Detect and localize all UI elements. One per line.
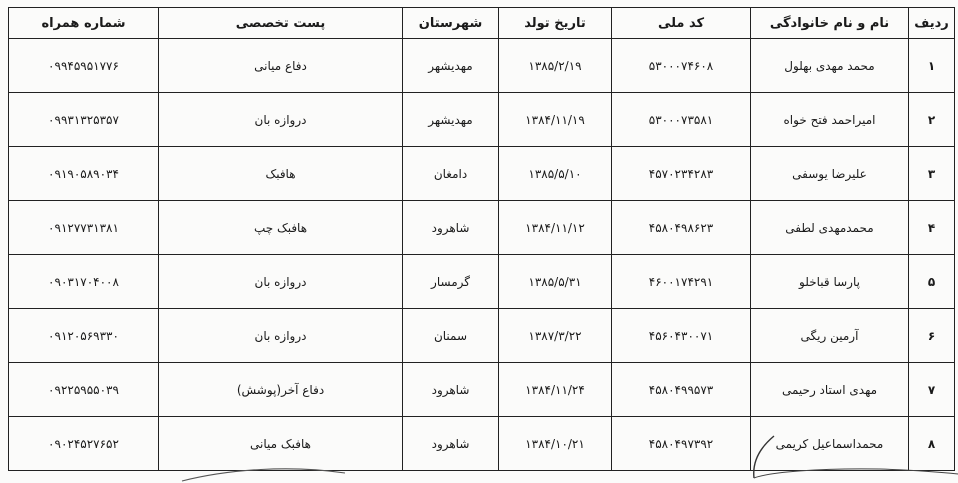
header-phone: شماره همراه [9, 8, 159, 39]
cell-national-code: ۴۵۷۰۲۳۴۲۸۳ [612, 147, 751, 201]
table-row [9, 363, 955, 417]
table-row [9, 309, 955, 363]
table-row [9, 417, 955, 471]
cell-phone: ۰۹۰۳۱۷۰۴۰۰۸ [9, 255, 159, 309]
cell-full-name: امیراحمد فتح خواه [751, 93, 909, 147]
cell-full-name: علیرضا یوسفی [751, 147, 909, 201]
cell-birth-date: ۱۳۸۴/۱۱/۱۲ [499, 201, 612, 255]
cell-national-code: ۵۳۰۰۰۷۴۶۰۸ [612, 39, 751, 93]
table-row [9, 147, 955, 201]
cell-full-name: محمداسماعیل کریمی [751, 417, 909, 471]
table-row [9, 201, 955, 255]
cell-position: دفاع میانی [159, 39, 403, 93]
header-position: پست تخصصی [159, 8, 403, 39]
cell-position: دروازه بان [159, 255, 403, 309]
cell-row-number: ۵ [909, 255, 955, 309]
cell-position: هافبک چپ [159, 201, 403, 255]
player-roster-table [8, 7, 955, 471]
cell-row-number: ۴ [909, 201, 955, 255]
cell-city: مهدیشهر [403, 39, 499, 93]
cell-full-name: آرمین ریگی [751, 309, 909, 363]
cell-birth-date: ۱۳۸۷/۳/۲۲ [499, 309, 612, 363]
cell-city: دامغان [403, 147, 499, 201]
cell-phone: ۰۹۱۹۰۵۸۹۰۳۴ [9, 147, 159, 201]
cell-birth-date: ۱۳۸۵/۲/۱۹ [499, 39, 612, 93]
cell-position: دروازه بان [159, 309, 403, 363]
cell-birth-date: ۱۳۸۵/۵/۱۰ [499, 147, 612, 201]
cell-city: شاهرود [403, 363, 499, 417]
cell-national-code: ۴۵۸۰۴۹۸۶۲۳ [612, 201, 751, 255]
cell-row-number: ۸ [909, 417, 955, 471]
cell-full-name: پارسا قباخلو [751, 255, 909, 309]
cell-phone: ۰۹۱۲۷۷۳۱۳۸۱ [9, 201, 159, 255]
header-national-code: کد ملی [612, 8, 751, 39]
table-row [9, 93, 955, 147]
cell-birth-date: ۱۳۸۴/۱۰/۲۱ [499, 417, 612, 471]
cell-position: هافبک [159, 147, 403, 201]
cell-full-name: محمدمهدی لطفی [751, 201, 909, 255]
cell-phone: ۰۹۹۴۵۹۵۱۷۷۶ [9, 39, 159, 93]
cell-row-number: ۷ [909, 363, 955, 417]
cell-city: شاهرود [403, 201, 499, 255]
table-body [9, 39, 955, 471]
cell-phone: ۰۹۹۳۱۳۲۵۳۵۷ [9, 93, 159, 147]
cell-phone: ۰۹۰۲۴۵۲۷۶۵۲ [9, 417, 159, 471]
cell-row-number: ۱ [909, 39, 955, 93]
cell-full-name: مهدی استاد رحیمی [751, 363, 909, 417]
cell-row-number: ۶ [909, 309, 955, 363]
cell-position: هافبک میانی [159, 417, 403, 471]
cell-national-code: ۴۵۸۰۴۹۹۵۷۳ [612, 363, 751, 417]
cell-city: گرمسار [403, 255, 499, 309]
cell-city: شاهرود [403, 417, 499, 471]
header-birth-date: تاریخ تولد [499, 8, 612, 39]
header-row-number: ردیف [909, 8, 955, 39]
header-full-name: نام و نام خانوادگی [751, 8, 909, 39]
cell-national-code: ۵۳۰۰۰۷۳۵۸۱ [612, 93, 751, 147]
cell-city: مهدیشهر [403, 93, 499, 147]
header-city: شهرستان [403, 8, 499, 39]
cell-full-name: محمد مهدی بهلول [751, 39, 909, 93]
cell-row-number: ۲ [909, 93, 955, 147]
table-row [9, 39, 955, 93]
table-row [9, 255, 955, 309]
cell-national-code: ۴۵۶۰۴۳۰۰۷۱ [612, 309, 751, 363]
cell-city: سمنان [403, 309, 499, 363]
cell-phone: ۰۹۲۲۵۹۵۵۰۳۹ [9, 363, 159, 417]
cell-row-number: ۳ [909, 147, 955, 201]
table-header-row [9, 8, 955, 39]
cell-position: دفاع آخر(پوشش) [159, 363, 403, 417]
cell-position: دروازه بان [159, 93, 403, 147]
cell-birth-date: ۱۳۸۵/۵/۳۱ [499, 255, 612, 309]
cell-national-code: ۴۶۰۰۱۷۴۲۹۱ [612, 255, 751, 309]
cell-national-code: ۴۵۸۰۴۹۷۳۹۲ [612, 417, 751, 471]
cell-phone: ۰۹۱۲۰۵۶۹۳۳۰ [9, 309, 159, 363]
cell-birth-date: ۱۳۸۴/۱۱/۱۹ [499, 93, 612, 147]
cell-birth-date: ۱۳۸۴/۱۱/۲۴ [499, 363, 612, 417]
